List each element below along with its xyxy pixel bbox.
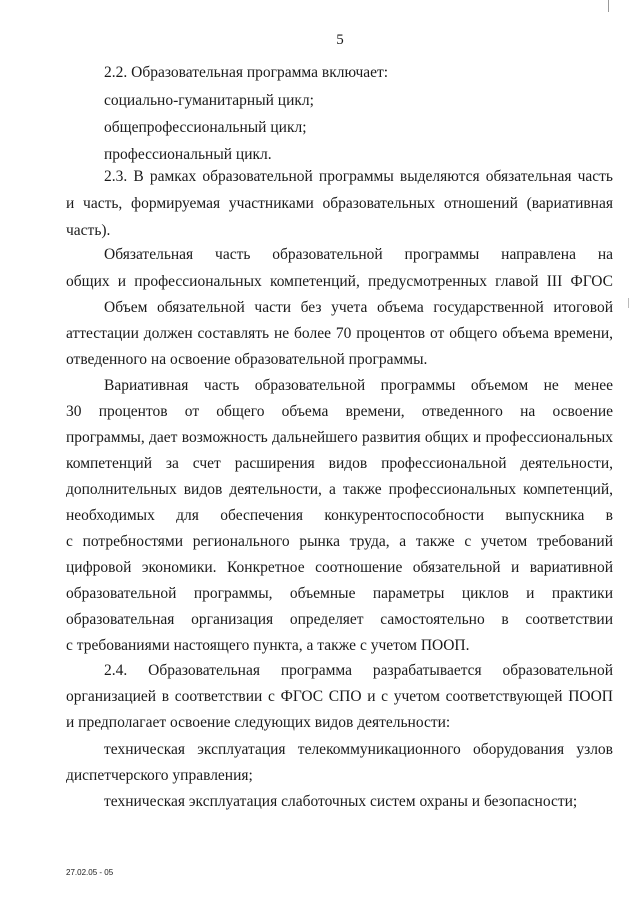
scan-edge-line: [608, 0, 609, 12]
text-line: отведенного на освоение образовательной программы.: [66, 351, 428, 368]
text-line: 2.3. В рамках образовательной программы выделяются обязательная часть: [104, 168, 613, 185]
text-line: техническая эксплуатация телекоммуникационного оборудования узлов: [104, 741, 613, 758]
page-number: 5: [336, 32, 344, 48]
text-line: Объем обязательной части без учета объема государственной итоговой: [104, 299, 613, 316]
text-line: профессиональный цикл.: [104, 146, 272, 163]
text-line: 2.2. Образовательная программа включает:: [104, 64, 389, 81]
text-line: программы, дает возможность дальнейшего развития общих и профессиональных: [66, 429, 613, 446]
text-line: диспетчерского управления;: [66, 767, 253, 784]
scan-edge-mark: [628, 298, 629, 308]
text-line: дополнительных видов деятельности, а также профессиональных компетенций,: [66, 481, 613, 498]
text-line: общепрофессиональный цикл;: [104, 119, 307, 136]
text-line: необходимых для обеспечения конкурентоспособности выпускника в: [66, 507, 613, 524]
text-line: аттестации должен составлять не более 70 процентов от общего объема времени,: [66, 325, 613, 342]
footer-document-code: 27.02.05 - 05: [66, 868, 114, 877]
text-line: образовательной программы, объемные параметры циклов и практики: [66, 585, 613, 602]
text-line: социально-гуманитарный цикл;: [104, 92, 314, 109]
text-line: 2.4. Образовательная программа разрабатывается образовательной: [104, 662, 613, 679]
text-line: и часть, формируемая участниками образовательных отношений (вариативная: [66, 195, 613, 212]
text-line: Вариативная часть образовательной программы объемом не менее: [104, 377, 613, 394]
text-line: Обязательная часть образовательной программы направлена на: [104, 246, 613, 263]
text-line: и предполагает освоение следующих видов деятельности:: [66, 714, 451, 731]
text-line: 30 процентов от общего объема времени, отведенного на освоение: [66, 403, 613, 420]
text-line: техническая эксплуатация слаботочных систем охраны и безопасности;: [104, 793, 578, 810]
text-line: цифровой экономики. Конкретное соотношение обязательной и вариативной: [66, 559, 613, 576]
text-line: организацией в соответствии с ФГОС СПО и с учетом соответствующей ПООП: [66, 688, 613, 705]
text-line: образовательная организация определяет самостоятельно в соответствии: [66, 611, 613, 628]
text-line: общих и профессиональных компетенций, предусмотренных главой III ФГОС: [66, 273, 613, 290]
text-line: компетенций за счет расширения видов профессиональной деятельности,: [66, 455, 613, 472]
text-line: часть).: [66, 222, 111, 239]
text-line: с требованиями настоящего пункта, а также с учетом ПООП.: [66, 637, 470, 654]
text-line: с потребностями регионального рынка труда, а также с учетом требований: [66, 533, 613, 550]
